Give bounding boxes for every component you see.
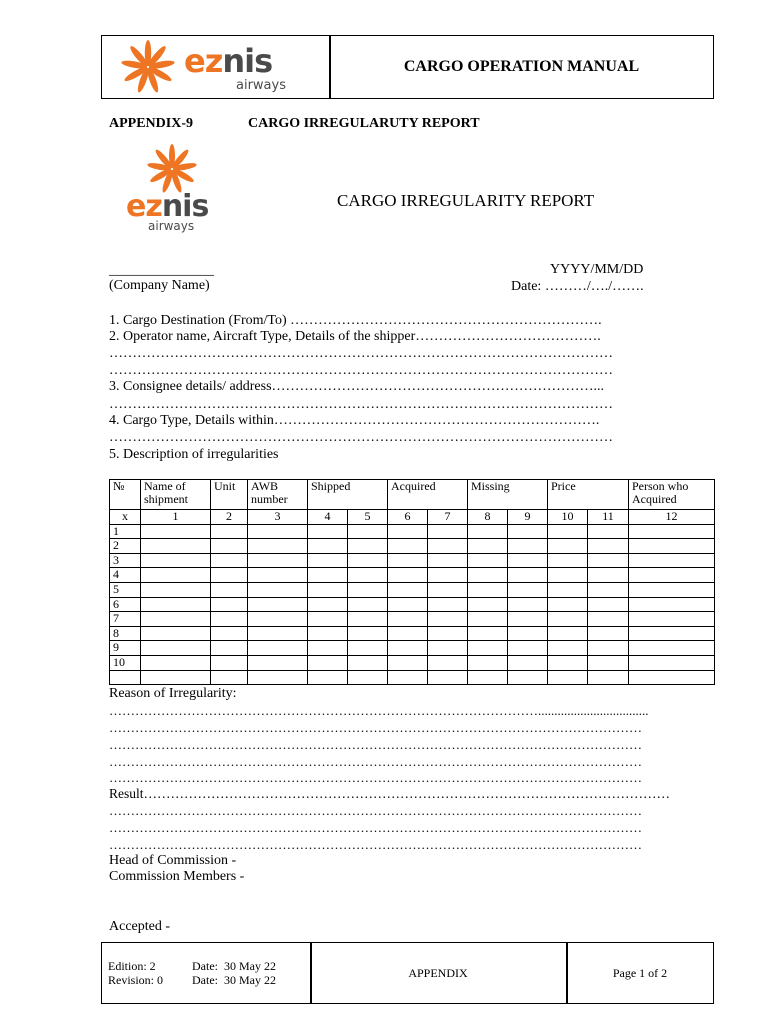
index-cell: 8 xyxy=(468,510,508,525)
table-cell[interactable] xyxy=(588,568,629,583)
field-consignee-line-2[interactable]: ……………………………………………………………………………………………… xyxy=(109,397,613,412)
table-cell[interactable] xyxy=(468,539,508,554)
table-cell[interactable] xyxy=(141,597,211,612)
result-label[interactable]: Result……………………………………………………………………………………………………… xyxy=(109,786,671,801)
irregularity-table xyxy=(109,479,715,685)
index-cell: 1 xyxy=(141,510,211,525)
table-cell[interactable] xyxy=(308,655,348,670)
table-cell[interactable] xyxy=(629,641,715,656)
table-index-row xyxy=(110,510,715,525)
table-cell[interactable] xyxy=(348,670,388,685)
footer-revision-date: Date: 30 May 22 xyxy=(192,973,276,987)
table-cell[interactable] xyxy=(388,539,428,554)
index-cell: 9 xyxy=(508,510,548,525)
table-cell[interactable] xyxy=(388,582,428,597)
table-cell[interactable] xyxy=(248,626,308,641)
table-cell[interactable] xyxy=(141,582,211,597)
footer-edition: Edition: 2 xyxy=(108,959,156,973)
table-cell[interactable] xyxy=(508,539,548,554)
head-of-commission: Head of Commission - xyxy=(109,853,237,868)
company-blank[interactable]: _______________ xyxy=(109,263,214,278)
result-line[interactable]: …………………………………………………………………………………………………………… xyxy=(109,820,642,835)
table-cell[interactable] xyxy=(211,641,248,656)
table-cell[interactable] xyxy=(428,524,468,539)
table-cell[interactable] xyxy=(348,539,388,554)
table-cell[interactable] xyxy=(308,670,348,685)
table-cell[interactable] xyxy=(248,670,308,685)
col-header-shipped: Shipped xyxy=(308,480,388,510)
table-cell[interactable] xyxy=(388,553,428,568)
table-cell[interactable] xyxy=(308,582,348,597)
table-cell[interactable] xyxy=(629,670,715,685)
table-cell[interactable] xyxy=(248,641,308,656)
logo-subtext: airways xyxy=(148,219,195,233)
table-cell[interactable] xyxy=(141,626,211,641)
table-cell[interactable] xyxy=(141,553,211,568)
table-cell[interactable] xyxy=(248,655,308,670)
table-cell[interactable] xyxy=(508,641,548,656)
table-cell[interactable] xyxy=(388,641,428,656)
report-title: CARGO IRREGULARITY REPORT xyxy=(337,191,595,210)
index-cell: 3 xyxy=(248,510,308,525)
table-row xyxy=(110,641,715,656)
table-cell[interactable] xyxy=(388,524,428,539)
table-cell[interactable] xyxy=(629,553,715,568)
table-cell[interactable] xyxy=(629,626,715,641)
table-cell[interactable] xyxy=(348,612,388,627)
date-format: YYYY/MM/DD xyxy=(550,262,644,277)
table-cell[interactable] xyxy=(548,582,588,597)
table-cell[interactable] xyxy=(141,670,211,685)
table-cell[interactable] xyxy=(211,553,248,568)
index-cell: 2 xyxy=(211,510,248,525)
col-header-price: Price xyxy=(548,480,629,510)
index-cell: 12 xyxy=(629,510,715,525)
header-logo xyxy=(116,38,316,96)
table-cell[interactable] xyxy=(428,597,468,612)
table-cell[interactable] xyxy=(248,597,308,612)
report-logo xyxy=(124,141,234,235)
manual-title: CARGO OPERATION MANUAL xyxy=(403,58,640,75)
table-cell[interactable] xyxy=(468,597,508,612)
logo-text-nis: nis xyxy=(222,42,273,80)
table-cell[interactable] xyxy=(588,670,629,685)
table-cell[interactable] xyxy=(629,597,715,612)
col-header-awb: AWB number xyxy=(248,480,308,510)
logo-text-nis: nis xyxy=(161,189,209,224)
table-cell[interactable] xyxy=(211,612,248,627)
table-cell[interactable] xyxy=(428,655,468,670)
table-cell[interactable] xyxy=(468,524,508,539)
table-cell[interactable] xyxy=(388,597,428,612)
col-header-name: Name of shipment xyxy=(141,480,211,510)
row-number-cell: 4 xyxy=(110,568,141,583)
table-body xyxy=(110,524,715,685)
table-cell[interactable] xyxy=(428,670,468,685)
field-operator-line-2[interactable]: ……………………………………………………………………………………………… xyxy=(109,346,613,361)
table-cell[interactable] xyxy=(348,553,388,568)
table-row xyxy=(110,655,715,670)
table-cell[interactable] xyxy=(588,641,629,656)
reason-line[interactable]: …………………………………………………………………………………………………………… xyxy=(109,720,642,735)
table-row xyxy=(110,553,715,568)
table-cell[interactable] xyxy=(428,582,468,597)
table-cell[interactable] xyxy=(508,612,548,627)
index-cell: 5 xyxy=(348,510,388,525)
index-cell: 10 xyxy=(548,510,588,525)
table-cell[interactable] xyxy=(308,626,348,641)
table-cell[interactable] xyxy=(588,539,629,554)
table-cell[interactable] xyxy=(508,626,548,641)
index-cell: x xyxy=(110,510,141,525)
table-cell[interactable] xyxy=(508,568,548,583)
table-cell[interactable] xyxy=(348,524,388,539)
table-cell[interactable] xyxy=(468,641,508,656)
row-number-cell: 8 xyxy=(110,626,141,641)
table-cell[interactable] xyxy=(468,582,508,597)
logo-subtext: airways xyxy=(236,78,286,93)
result-line[interactable]: …………………………………………………………………………………………………………… xyxy=(109,803,642,818)
table-cell[interactable] xyxy=(348,597,388,612)
row-number-cell: 1 xyxy=(110,524,141,539)
appendix-title: CARGO IRREGULARUTY REPORT xyxy=(248,116,480,131)
table-cell[interactable] xyxy=(548,539,588,554)
table-cell[interactable] xyxy=(588,582,629,597)
row-number-cell: 9 xyxy=(110,641,141,656)
table-cell[interactable] xyxy=(211,670,248,685)
index-cell: 6 xyxy=(388,510,428,525)
table-cell[interactable] xyxy=(468,612,508,627)
field-cargo-type[interactable]: 4. Cargo Type, Details within……………………………………………………………. xyxy=(109,413,600,428)
reason-line[interactable]: …………………………………………………………………………………………………………… xyxy=(109,754,642,769)
table-cell[interactable] xyxy=(588,612,629,627)
field-operator-line-3[interactable]: ……………………………………………………………………………………………… xyxy=(109,363,613,378)
table-cell[interactable] xyxy=(508,655,548,670)
table-cell[interactable] xyxy=(248,568,308,583)
table-cell[interactable] xyxy=(468,568,508,583)
table-cell[interactable] xyxy=(428,612,468,627)
table-cell[interactable] xyxy=(248,612,308,627)
field-irregularities-label: 5. Description of irregularities xyxy=(109,447,279,462)
commission-members: Commission Members - xyxy=(109,869,245,884)
table-cell[interactable] xyxy=(588,553,629,568)
footer-revision: Revision: 0 xyxy=(108,973,164,987)
row-number-cell: 10 xyxy=(110,655,141,670)
table-cell[interactable] xyxy=(141,655,211,670)
col-header-acquired: Acquired xyxy=(388,480,468,510)
date-field[interactable]: Date: ………/…./……. xyxy=(511,279,644,294)
index-cell: 11 xyxy=(588,510,629,525)
table-row xyxy=(110,524,715,539)
footer-section: APPENDIX xyxy=(408,966,468,980)
result-line[interactable]: …………………………………………………………………………………………………………… xyxy=(109,837,642,852)
table-cell[interactable] xyxy=(629,568,715,583)
table-row xyxy=(110,626,715,641)
table-cell[interactable] xyxy=(548,553,588,568)
table-cell[interactable] xyxy=(428,539,468,554)
table-cell[interactable] xyxy=(548,524,588,539)
table-cell[interactable] xyxy=(508,553,548,568)
table-row xyxy=(110,597,715,612)
table-cell[interactable] xyxy=(211,568,248,583)
table-cell[interactable] xyxy=(348,655,388,670)
col-header-person: Person who Acquired xyxy=(629,480,715,510)
col-header-unit: Unit xyxy=(211,480,248,510)
field-cargo-destination[interactable]: 1. Cargo Destination (From/To) …………………………………………………………. xyxy=(109,313,602,328)
table-cell[interactable] xyxy=(141,641,211,656)
table-cell[interactable] xyxy=(629,524,715,539)
table-cell[interactable] xyxy=(468,626,508,641)
table-cell[interactable] xyxy=(548,568,588,583)
row-number-cell: 2 xyxy=(110,539,141,554)
table-cell[interactable] xyxy=(211,524,248,539)
logo-text-ez: ez xyxy=(126,189,162,224)
table-cell[interactable] xyxy=(508,582,548,597)
index-cell: 7 xyxy=(428,510,468,525)
table-cell[interactable] xyxy=(248,582,308,597)
field-consignee[interactable]: 3. Consignee details/ address……………………………………………………………... xyxy=(109,379,605,394)
field-operator[interactable]: 2. Operator name, Aircraft Type, Details of the shipper…………………………………. xyxy=(109,329,601,344)
table-cell[interactable] xyxy=(248,553,308,568)
table-cell[interactable] xyxy=(588,655,629,670)
appendix-label: APPENDIX-9 xyxy=(109,116,193,131)
table-cell[interactable] xyxy=(629,612,715,627)
row-number-cell: 6 xyxy=(110,597,141,612)
table-cell[interactable] xyxy=(211,655,248,670)
table-cell[interactable] xyxy=(388,670,428,685)
col-header-number: № xyxy=(110,480,141,510)
table-header-row xyxy=(110,480,715,510)
table-cell[interactable] xyxy=(308,524,348,539)
table-row xyxy=(110,582,715,597)
table-cell[interactable] xyxy=(308,568,348,583)
row-number-cell: 3 xyxy=(110,553,141,568)
table-cell[interactable] xyxy=(348,582,388,597)
table-cell[interactable] xyxy=(508,670,548,685)
accepted-label: Accepted - xyxy=(109,919,171,934)
table-cell[interactable] xyxy=(348,641,388,656)
table-cell[interactable] xyxy=(468,670,508,685)
table-row xyxy=(110,612,715,627)
table-cell[interactable] xyxy=(141,568,211,583)
table-cell[interactable] xyxy=(248,524,308,539)
reason-line[interactable]: ……………………………………………………………………………………….................................. xyxy=(109,703,649,718)
row-number-cell: 7 xyxy=(110,612,141,627)
table-cell[interactable] xyxy=(141,612,211,627)
col-header-missing: Missing xyxy=(468,480,548,510)
table-cell[interactable] xyxy=(629,655,715,670)
table-row xyxy=(110,539,715,554)
field-cargo-type-line-2[interactable]: ……………………………………………………………………………………………… xyxy=(109,430,613,445)
table-cell[interactable] xyxy=(428,568,468,583)
table-cell[interactable] xyxy=(211,597,248,612)
table-cell[interactable] xyxy=(211,626,248,641)
table-cell[interactable] xyxy=(629,582,715,597)
table-cell[interactable] xyxy=(428,626,468,641)
table-cell[interactable] xyxy=(588,597,629,612)
table-cell[interactable] xyxy=(388,612,428,627)
reason-line[interactable]: …………………………………………………………………………………………………………… xyxy=(109,770,642,785)
table-cell[interactable] xyxy=(141,524,211,539)
table-cell[interactable] xyxy=(348,626,388,641)
table-cell[interactable] xyxy=(629,539,715,554)
table-cell[interactable] xyxy=(548,626,588,641)
table-row xyxy=(110,670,715,685)
reason-line[interactable]: …………………………………………………………………………………………………………… xyxy=(109,737,642,752)
table-cell[interactable] xyxy=(508,597,548,612)
table-cell[interactable] xyxy=(588,524,629,539)
logo-text-ez: ez xyxy=(184,42,223,80)
sunburst-icon xyxy=(116,38,180,96)
table-cell[interactable] xyxy=(388,626,428,641)
table-cell[interactable] xyxy=(308,641,348,656)
table-cell[interactable] xyxy=(588,626,629,641)
table-cell[interactable] xyxy=(248,539,308,554)
table-cell[interactable] xyxy=(548,612,588,627)
footer-edition-date: Date: 30 May 22 xyxy=(192,959,276,973)
table-cell[interactable] xyxy=(548,670,588,685)
table-row xyxy=(110,568,715,583)
table-cell[interactable] xyxy=(468,655,508,670)
reason-label: Reason of Irregularity: xyxy=(109,686,237,701)
table-cell[interactable] xyxy=(508,524,548,539)
table-cell[interactable] xyxy=(388,568,428,583)
table-cell[interactable] xyxy=(468,553,508,568)
table-cell[interactable] xyxy=(211,582,248,597)
table-cell[interactable] xyxy=(308,612,348,627)
table-cell[interactable] xyxy=(211,539,248,554)
table-cell[interactable] xyxy=(308,553,348,568)
company-label: (Company Name) xyxy=(109,278,210,293)
table-cell[interactable] xyxy=(548,597,588,612)
table-cell[interactable] xyxy=(428,641,468,656)
table-cell[interactable] xyxy=(548,641,588,656)
footer-page: Page 1 of 2 xyxy=(612,966,668,980)
table-cell[interactable] xyxy=(308,597,348,612)
table-cell[interactable] xyxy=(428,553,468,568)
table-cell[interactable] xyxy=(141,539,211,554)
table-cell[interactable] xyxy=(348,568,388,583)
row-number-cell xyxy=(110,670,141,685)
table-cell[interactable] xyxy=(388,655,428,670)
table-cell[interactable] xyxy=(548,655,588,670)
row-number-cell: 5 xyxy=(110,582,141,597)
index-cell: 4 xyxy=(308,510,348,525)
table-cell[interactable] xyxy=(308,539,348,554)
